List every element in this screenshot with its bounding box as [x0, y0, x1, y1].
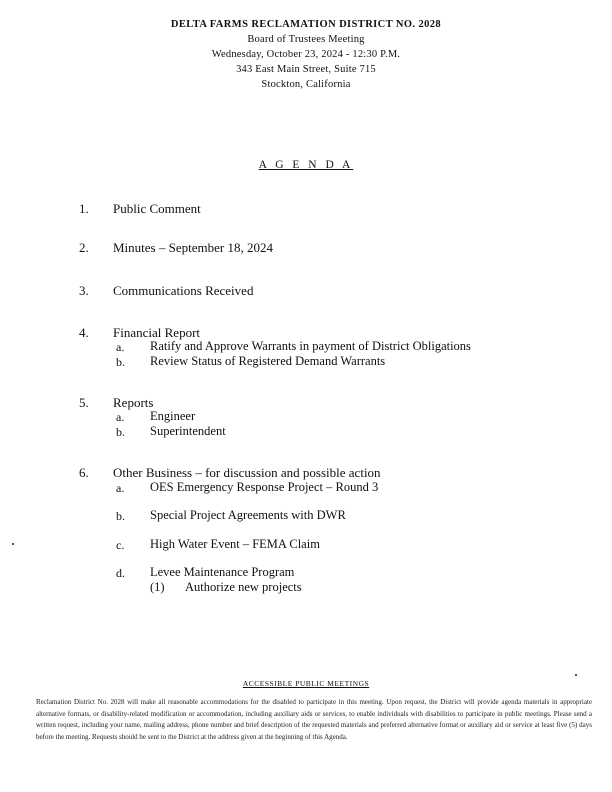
- sub-item-label: Levee Maintenance Program: [150, 565, 295, 579]
- item-label: Minutes – September 18, 2024: [113, 240, 273, 255]
- sub-item-letter: d.: [116, 566, 125, 580]
- sub-item-label: Review Status of Registered Demand Warrants: [150, 354, 386, 368]
- sub-item-letter: a.: [116, 340, 125, 354]
- sub-item-letter: b.: [116, 355, 125, 369]
- meeting-city: Stockton, California: [261, 79, 351, 90]
- accessibility-title: ACCESSIBLE PUBLIC MEETINGS: [242, 679, 370, 688]
- sub-item-label: High Water Event – FEMA Claim: [150, 537, 320, 551]
- district-name: DELTA FARMS RECLAMATION DISTRICT NO. 2028: [170, 19, 442, 30]
- item-label: Communications Received: [113, 283, 254, 298]
- agenda-header: [0, 17, 612, 92]
- item-number: 6.: [79, 465, 89, 480]
- sub-item-label: Engineer: [150, 409, 196, 423]
- item-label: Financial Report: [113, 325, 201, 340]
- meeting-type: Board of Trustees Meeting: [247, 34, 365, 45]
- sub-sub-item-label: Authorize new projects: [185, 580, 302, 594]
- sub-item-letter: a.: [116, 481, 125, 495]
- sub-item-label: Superintendent: [150, 424, 226, 438]
- scan-speck: [12, 543, 14, 545]
- meeting-address: 343 East Main Street, Suite 715: [236, 64, 376, 75]
- item-number: 4.: [79, 325, 89, 340]
- item-label: Other Business – for discussion and possible action: [113, 465, 381, 480]
- item-number: 1.: [79, 201, 89, 216]
- sub-item-letter: b.: [116, 425, 125, 439]
- sub-item-label: Ratify and Approve Warrants in payment of District Obligations: [150, 339, 471, 353]
- sub-item-letter: a.: [116, 410, 125, 424]
- sub-item-letter: c.: [116, 538, 125, 552]
- sub-sub-item-number: (1): [150, 580, 165, 594]
- sub-item-letter: b.: [116, 509, 125, 523]
- accessibility-notice: Reclamation District No. 2028 will make all reasonable accommodations for the disabled to participate in this meeting. Upon request, the District will provide agenda materials in appropriate alternative formats, or disability-related modification or accommodation, including auxiliary aids or services, to enable individuals with disabilities to participate in public meetings. Please send a written request, including your name, mailing address, phone number and brief description of the requested materials and preferred alternative format or auxiliary aid or service at least five (5) days before the meeting. Requests should be sent to the District at the address given at the beginning of this Agenda.: [36, 698, 592, 741]
- meeting-datetime: Wednesday, October 23, 2024 - 12:30 P.M.: [211, 49, 401, 60]
- agenda-title: A G E N D A: [258, 159, 354, 171]
- item-number: 3.: [79, 283, 89, 298]
- sub-item-label: OES Emergency Response Project – Round 3: [150, 480, 379, 494]
- item-label: Reports: [113, 395, 154, 410]
- sub-item-label: Special Project Agreements with DWR: [150, 508, 346, 522]
- item-number: 5.: [79, 395, 89, 410]
- item-label: Public Comment: [113, 201, 201, 216]
- scan-speck: [575, 674, 577, 676]
- item-number: 2.: [79, 240, 89, 255]
